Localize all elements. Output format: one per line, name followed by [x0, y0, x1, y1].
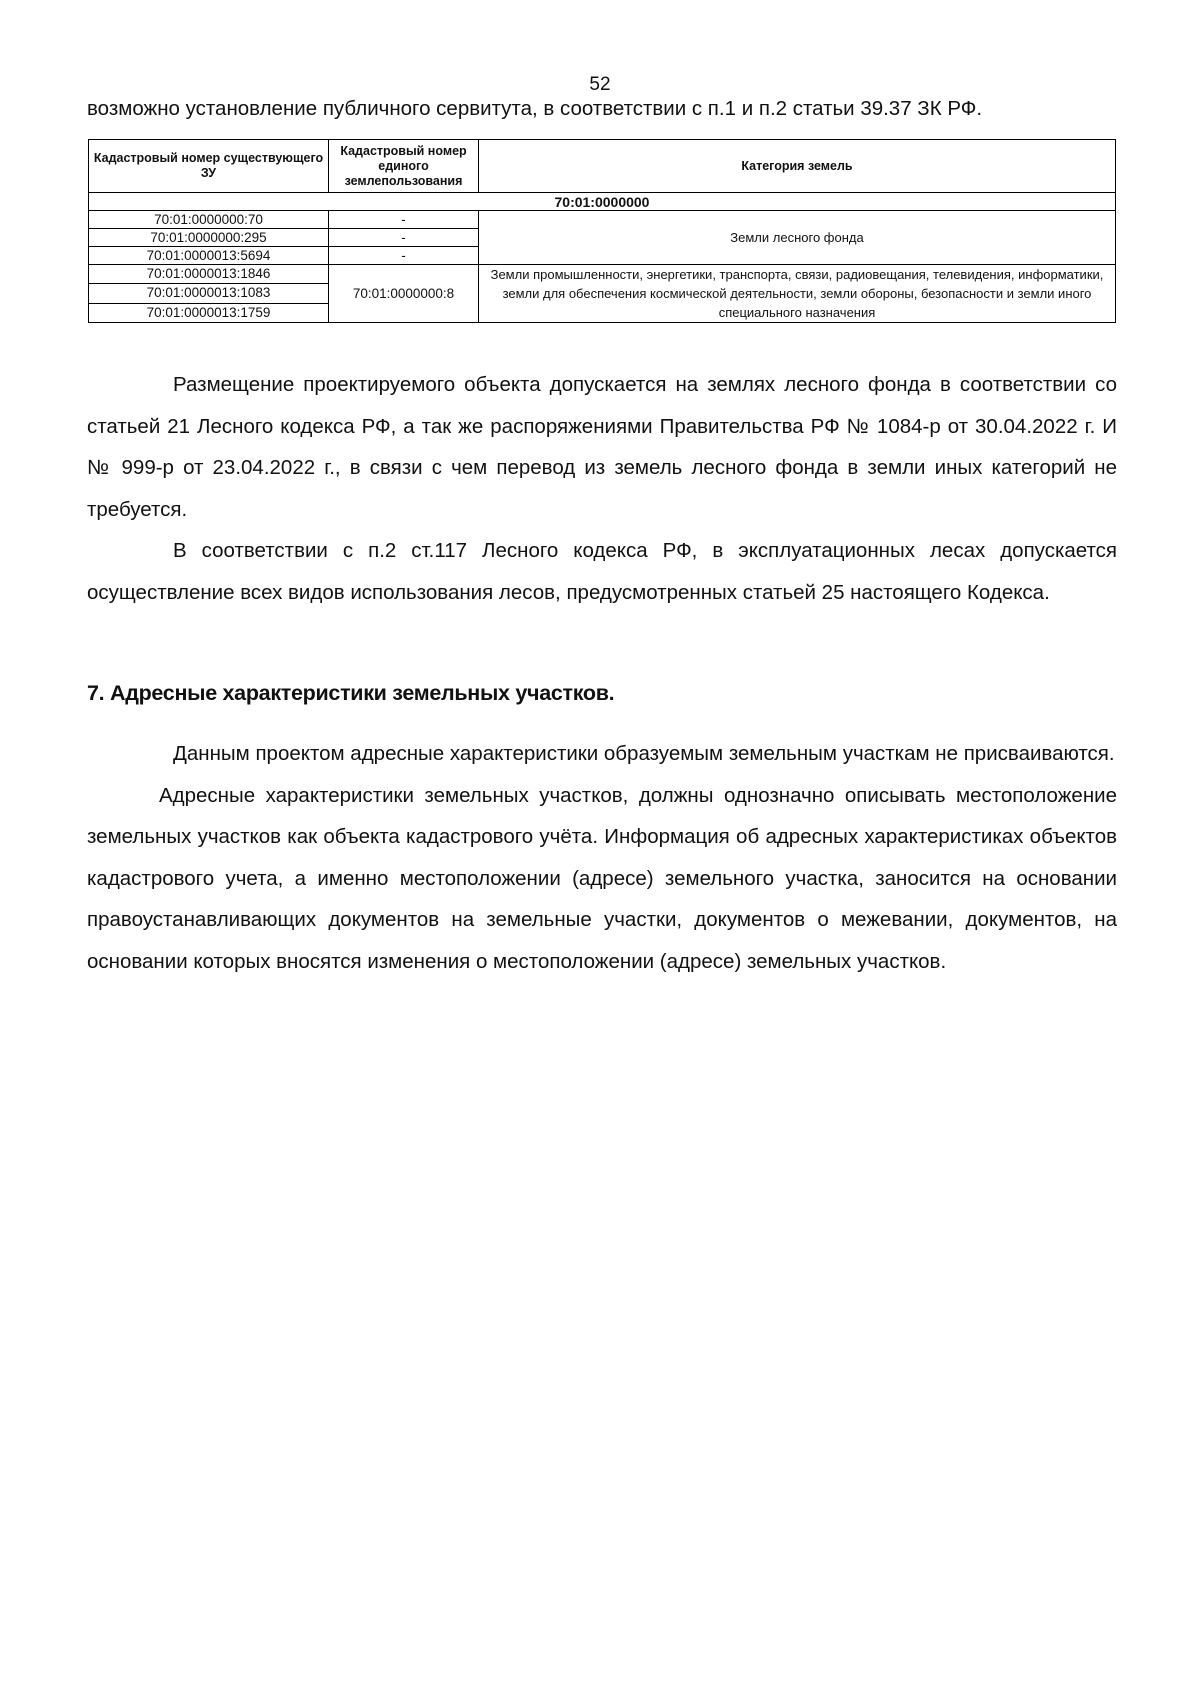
parcel-cell: 70:01:0000013:1083: [89, 284, 329, 303]
parcel-cell: 70:01:0000013:1759: [89, 303, 329, 322]
paragraph-address-description: Адресные характеристики земельных участков, должны однозначно описывать местоположение земельных участков как объекта кадастрового учёта. Информация об адресных характеристиках объектов кадастрового учета, а именно местоположении (адресе) земельного участка, заносится на основании правоустанавливающих документов на земельные участки, документов о межевании, документов, на основании которых вносятся изменения о местоположении (адресе) земельных участков.: [87, 783, 1117, 973]
unified-cell: -: [329, 229, 479, 247]
parcels-table-wrapper: [88, 139, 1115, 323]
category-industrial-cell: Земли промышленности, энергетики, транспорта, связи, радиовещания, телевидения, информатики, земли для обеспечения космической деятельности, земли обороны, безопасности и земли иного специального назначения: [479, 265, 1116, 323]
unified-cell: -: [329, 211, 479, 229]
header-parcel-number: Кадастровый номер существующего ЗУ: [89, 140, 329, 193]
section-heading: 7. Адресные характеристики земельных участков.: [87, 681, 615, 705]
page-number: 52: [589, 74, 611, 95]
quarter-row: [89, 193, 1116, 211]
parcel-cell: 70:01:0000013:1846: [89, 265, 329, 284]
table-row: [89, 265, 1116, 284]
forest-paragraphs: [87, 364, 1117, 613]
parcel-cell: 70:01:0000000:295: [89, 229, 329, 247]
address-paragraphs: [87, 733, 1117, 982]
intro-line: возможно установление публичного сервитута, в соответствии с п.1 и п.2 статьи 39.37 ЗК РФ.: [87, 97, 983, 120]
table-row: [89, 211, 1116, 229]
paragraph-address-not-assigned: Данным проектом адресные характеристики образуемым земельным участкам не присваиваются.: [173, 742, 1115, 765]
paragraph-forest-placement: Размещение проектируемого объекта допускается на землях лесного фонда в соответствии со статьей 21 Лесного кодекса РФ, а так же распоряжениями Правительства РФ № 1084-р от 30.04.2022 г. И № 999-р от 23.04.2022 г., в связи с чем перевод из земель лесного фонда в земли иных категорий не требуется.: [87, 373, 1117, 521]
header-unified-number: Кадастровый номер единого землепользования: [329, 140, 479, 193]
parcels-table: [88, 139, 1116, 323]
category-forest-cell: Земли лесного фонда: [479, 211, 1116, 265]
parcel-cell: 70:01:0000013:5694: [89, 247, 329, 265]
unified-cell: -: [329, 247, 479, 265]
quarter-code: 70:01:0000000: [89, 193, 1116, 211]
header-land-category: Категория земель: [479, 140, 1116, 193]
paragraph-forest-usage: В соответствии с п.2 ст.117 Лесного кодекса РФ, в эксплуатационных лесах допускается осуществление всех видов использования лесов, предусмотренных статьей 25 настоящего Кодекса.: [87, 539, 1117, 604]
unified-group-cell: 70:01:0000000:8: [329, 265, 479, 323]
parcel-cell: 70:01:0000000:70: [89, 211, 329, 229]
table-header-row: [89, 140, 1116, 193]
